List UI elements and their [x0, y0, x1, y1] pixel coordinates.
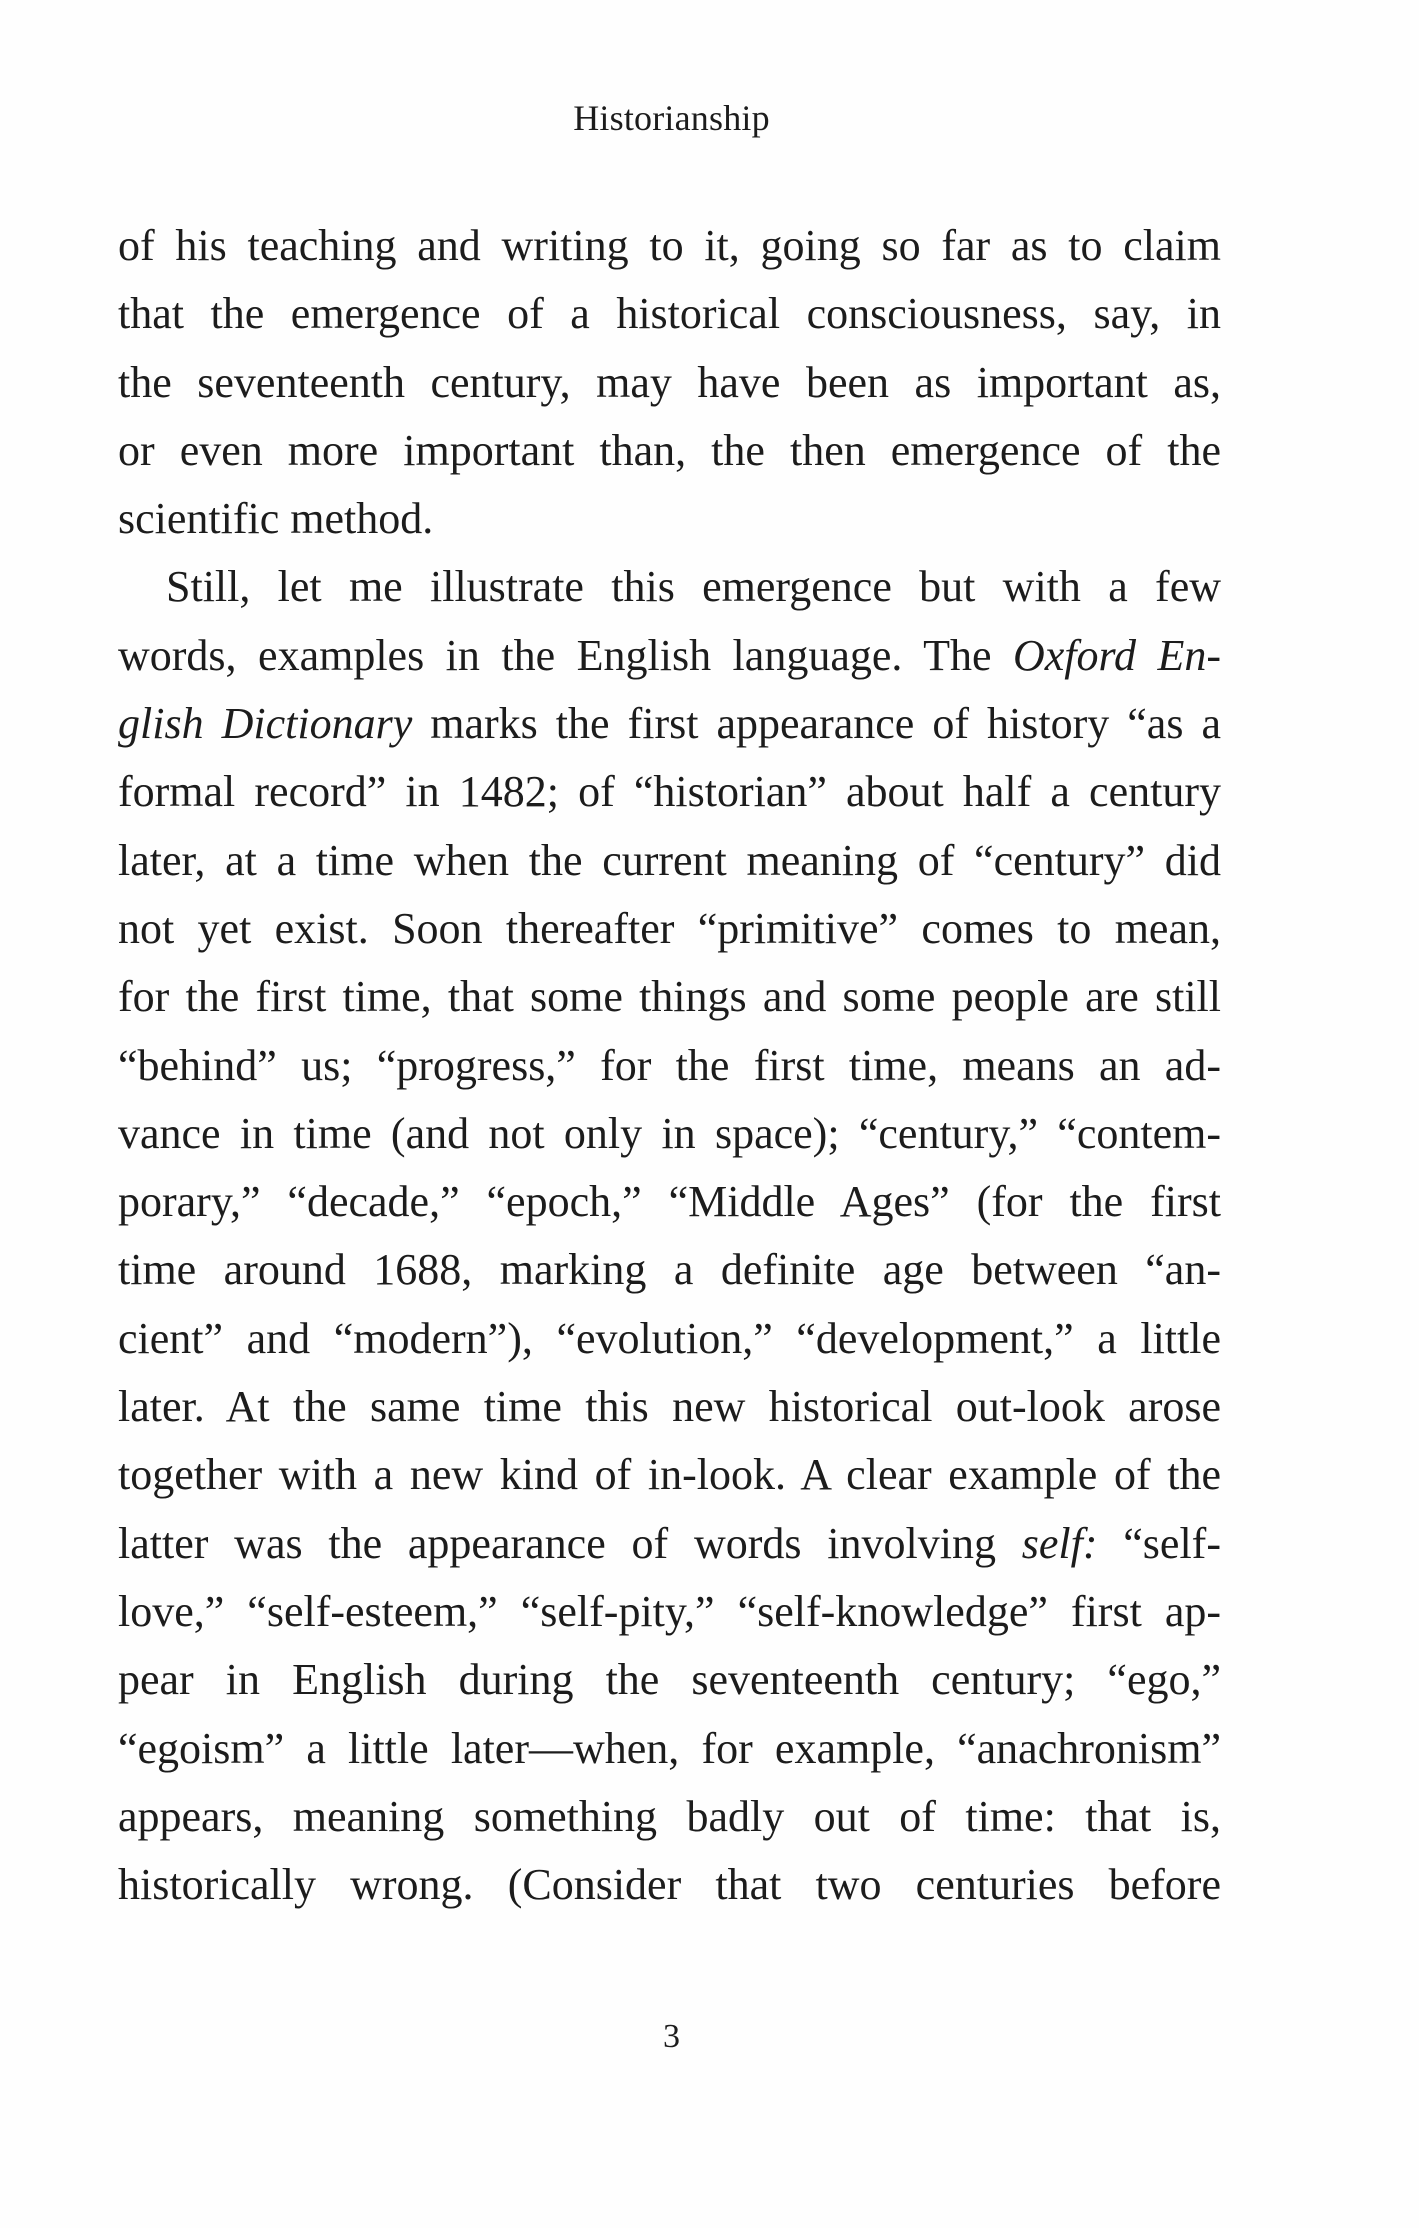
paragraph: [118, 212, 1221, 553]
text-line: appears, meaning something badly out of time: that is,: [118, 1791, 1221, 1841]
paragraph: [118, 553, 1221, 1919]
text-line: porary,” “decade,” “epoch,” “Middle Ages” (for the first: [118, 1177, 1221, 1227]
text-line: together with a new kind of in-look. A clear example of the: [118, 1450, 1221, 1500]
text-line: of his teaching and writing to it, going so far as to claim: [118, 221, 1221, 270]
running-head: Historianship: [573, 98, 770, 138]
italic-title: glish Dictionary: [118, 699, 413, 749]
text-line: that the emergence of a historical consciousness, say, in: [118, 289, 1221, 339]
body-text: [118, 212, 1221, 1919]
italic-title: Oxford En-: [1012, 630, 1221, 680]
text-line: historically wrong. (Consider that two centuries before: [118, 1860, 1221, 1910]
text-line: not yet exist. Soon thereafter “primitive” comes to mean,: [118, 903, 1221, 953]
text-line: the seventeenth century, may have been as important as,: [118, 357, 1221, 407]
text-line: scientific method.: [118, 494, 434, 544]
text-line: later. At the same time this new historical out-look arose: [118, 1382, 1221, 1432]
text-line: later, at a time when the current meaning of “century” did: [118, 835, 1221, 885]
text-line: latter was the appearance of words involving self: “self-: [118, 1518, 1221, 1568]
text-line: pear in English during the seventeenth century; “ego,”: [118, 1655, 1221, 1705]
text-line: or even more important than, the then emergence of the: [118, 425, 1221, 475]
text-line: Still, let me illustrate this emergence but with a few: [166, 562, 1221, 612]
italic-title: self:: [1021, 1518, 1098, 1568]
text-line: words, examples in the English language. The Oxford En-: [118, 630, 1221, 680]
text-line: love,” “self-esteem,” “self-pity,” “self-knowledge” first ap-: [118, 1586, 1221, 1636]
text-line: “behind” us; “progress,” for the first time, means an ad-: [118, 1040, 1221, 1090]
text-line: for the first time, that some things and some people are still: [118, 972, 1221, 1022]
text-line: “egoism” a little later—when, for example, “anachronism”: [118, 1723, 1221, 1773]
text-line: time around 1688, marking a definite age between “an-: [118, 1245, 1221, 1295]
text-line: glish Dictionary marks the first appearance of history “as a: [118, 699, 1222, 749]
text-line: formal record” in 1482; of “historian” about half a century: [118, 767, 1221, 817]
page-number: 3: [663, 2018, 680, 2055]
text-line: vance in time (and not only in space); “century,” “contem-: [118, 1108, 1221, 1158]
text-line: cient” and “modern”), “evolution,” “development,” a little: [118, 1313, 1221, 1363]
